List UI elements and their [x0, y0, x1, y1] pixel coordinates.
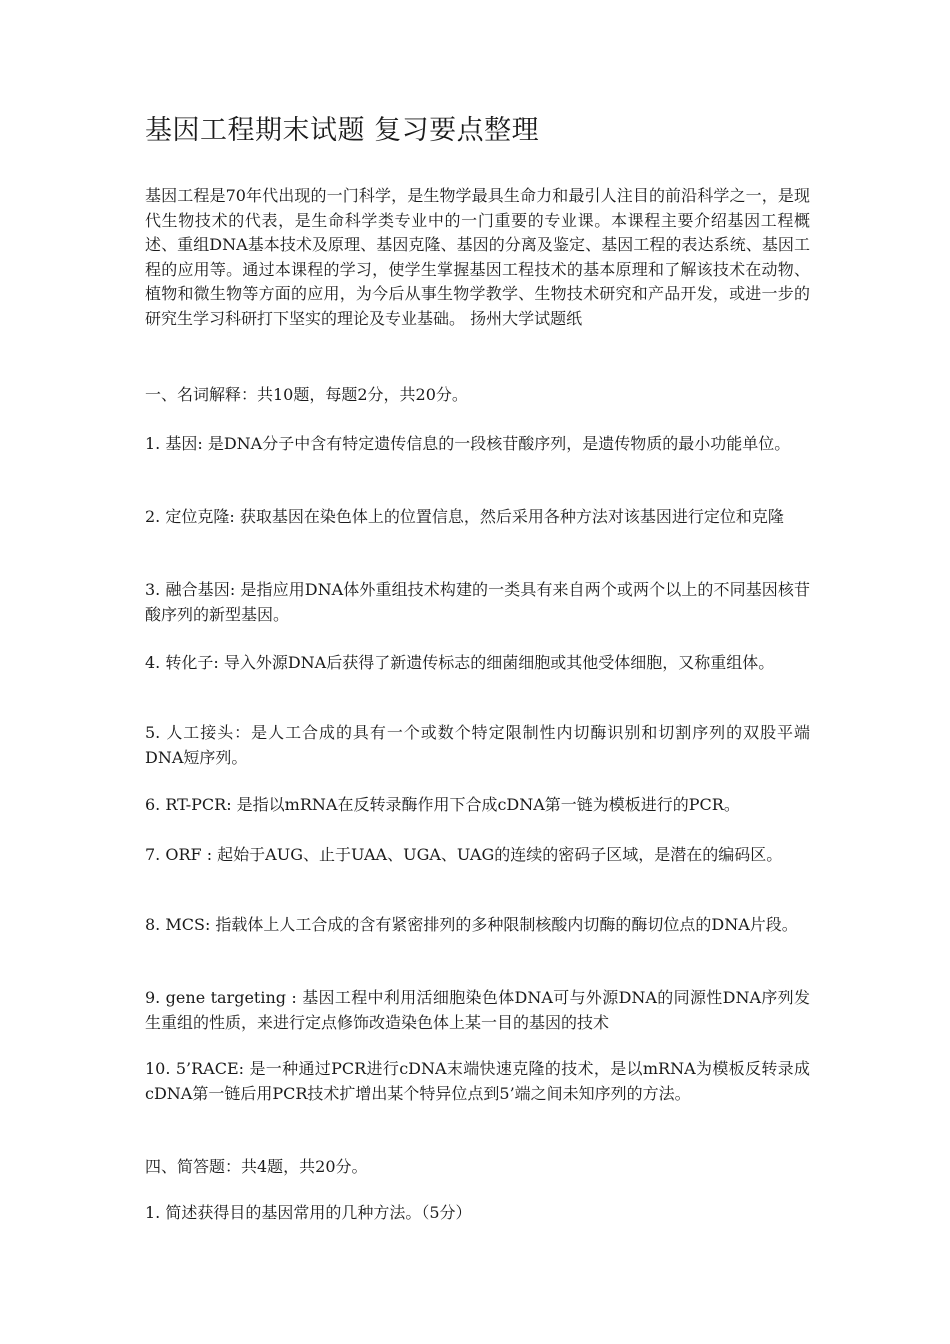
term-item: 10. 5’RACE: 是一种通过PCR进行cDNA末端快速克隆的技术，是以mRNA为模板反转录成cDNA第一链后用PCR技术扩增出某个特异位点到5’端之间未知序列的方法。 [145, 1059, 810, 1103]
question-item: 1. 简述获得目的基因常用的几种方法。（5分） [145, 1203, 472, 1222]
term-item: 4. 转化子: 导入外源DNA后获得了新遗传标志的细菌细胞或其他受体细胞，又称重组体。 [145, 653, 775, 672]
intro-paragraph: 基因工程是70年代出现的一门科学，是生物学最具生命力和最引人注目的前沿科学之一，是现代生物技术的代表，是生命科学类专业中的一门重要的专业课。本课程主要介绍基因工程概述、重组DNA基本技术及原理、基因克隆、基因的分离及鉴定、基因工程的表达系统、基因工程的应用等。通过本课程的学习，使学生掌握基因工程技术的基本原理和了解该技术在动物、植物和微生物等方面的应用，为今后从事生物学教学、生物技术研究和产品开发，或进一步的研究生学习科研打下坚实的理论及专业基础。 扬州大学试题纸 [145, 186, 810, 328]
section-heading-definitions: 一、名词解释：共10题，每题2分，共20分。 [145, 385, 468, 404]
term-item: 7. ORF : 起始于AUG、止于UAA、UGA、UAG的连续的密码子区域，是潜在的编码区。 [145, 845, 783, 864]
term-item: 8. MCS: 指载体上人工合成的含有紧密排列的多种限制核酸内切酶的酶切位点的DNA片段。 [145, 915, 798, 934]
section-heading-short-answer: 四、简答题：共4题，共20分。 [145, 1157, 368, 1176]
page-title: 基因工程期末试题 复习要点整理 [145, 115, 540, 146]
term-item: 5. 人工接头：是人工合成的具有一个或数个特定限制性内切酶识别和切割序列的双股平端DNA短序列。 [145, 723, 810, 767]
term-item: 6. RT-PCR: 是指以mRNA在反转录酶作用下合成cDNA第一链为模板进行的PCR。 [145, 795, 740, 814]
term-item: 9. gene targeting : 基因工程中利用活细胞染色体DNA可与外源DNA的同源性DNA序列发生重组的性质，来进行定点修饰改造染色体上某一目的基因的技术 [145, 988, 810, 1032]
term-item: 2. 定位克隆: 获取基因在染色体上的位置信息，然后采用各种方法对该基因进行定位和克隆 [145, 507, 784, 526]
term-item: 1. 基因: 是DNA分子中含有特定遗传信息的一段核苷酸序列，是遗传物质的最小功能单位。 [145, 434, 791, 453]
term-item: 3. 融合基因: 是指应用DNA体外重组技术构建的一类具有来自两个或两个以上的不同基因核苷酸序列的新型基因。 [145, 580, 810, 624]
